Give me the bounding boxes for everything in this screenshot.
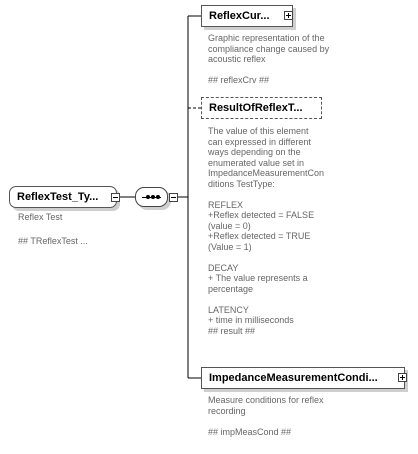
root-element-name: ReflexTest_Ty...: [17, 191, 99, 203]
child-description: Measure conditions for reflex recording ## impMeasCond ##: [208, 395, 324, 437]
child-element-name: ReflexCur...: [209, 10, 270, 22]
child-element-box[interactable]: [201, 5, 293, 27]
child-element-box[interactable]: [201, 97, 322, 119]
collapse-icon[interactable]: [111, 193, 120, 202]
expand-icon[interactable]: [284, 11, 293, 20]
child-element-name: ImpedanceMeasurementCondi...: [209, 372, 378, 384]
child-element-name: ResultOfReflexT...: [209, 102, 303, 114]
child-element-box[interactable]: [201, 367, 405, 389]
root-typename: ## TReflexTest ...: [18, 236, 88, 246]
child-description: The value of this element can expressed in different ways depending on the enumerated value set in ImpedanceMeasurementCon ditions TestType: REFLEX +Reflex detected = FALSE (value = 0) +Reflex detected = TRUE (Value = 1) DECAY + The value represents a percentage LATENCY + time in milliseconds ## result ##: [208, 126, 325, 336]
collapse-icon[interactable]: [169, 193, 178, 202]
root-description: Reflex Test: [18, 212, 63, 222]
root-element-box[interactable]: [9, 186, 117, 208]
child-description: Graphic representation of the compliance change caused by acoustic reflex ## reflexCrv ##: [208, 33, 330, 85]
sequence-compositor-icon[interactable]: [135, 187, 168, 207]
expand-icon[interactable]: [398, 373, 407, 382]
